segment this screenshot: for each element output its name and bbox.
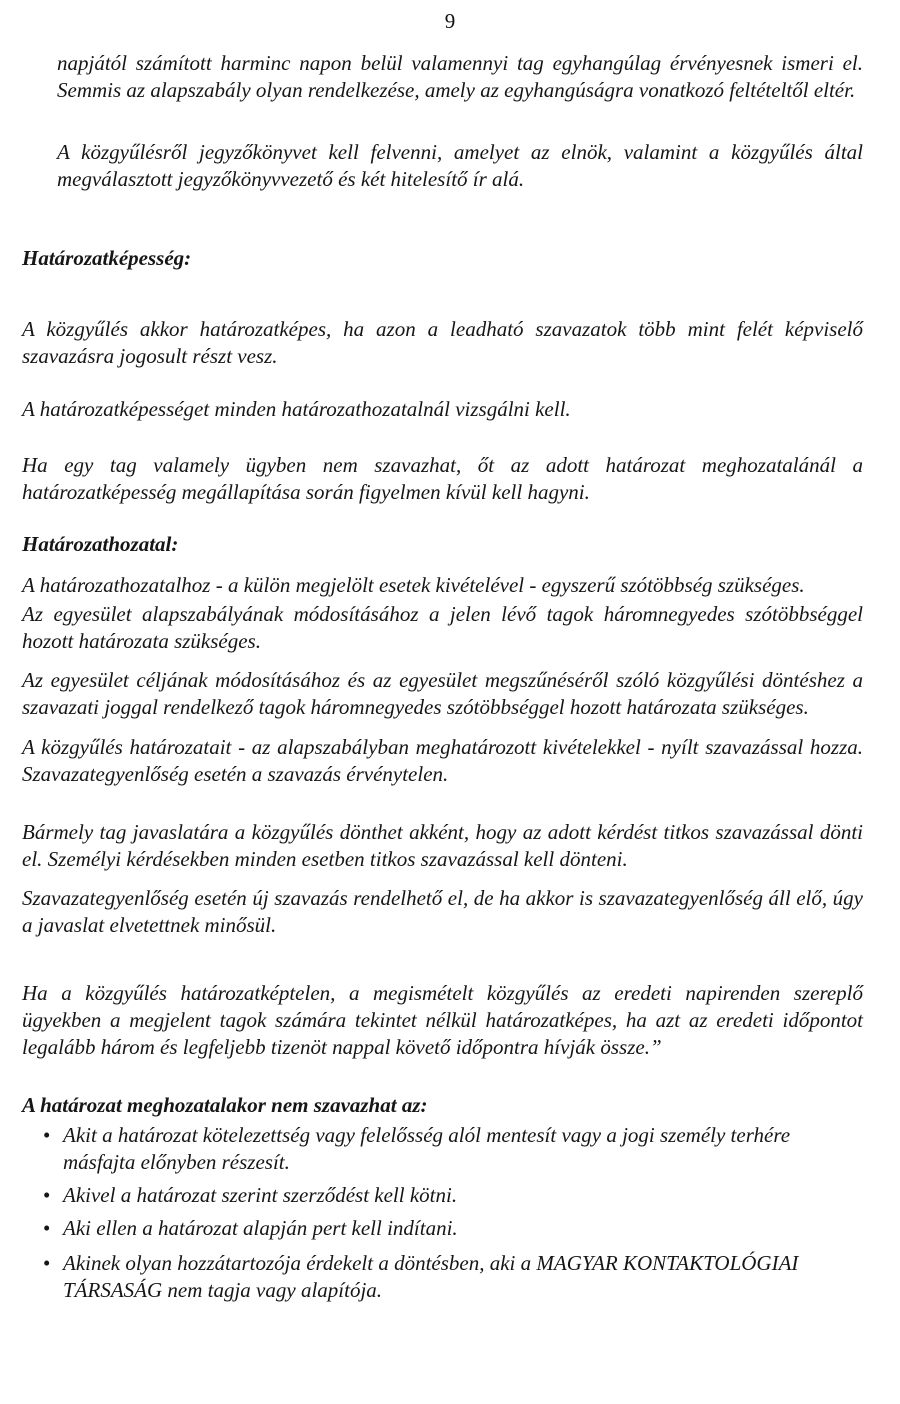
paragraph-bylaw-amendment: Az egyesület alapszabályának módosításához a jelen lévő tagok háromnegyedes szótöbbséggel hozott határozata szükséges. [22, 602, 863, 653]
no-vote-bullet-list [22, 1122, 863, 1304]
bullet-text-lawsuit: Aki ellen a határozat alapján pert kell indítani. [63, 1216, 458, 1240]
bullet-text-contract: Akivel a határozat szerint szerződést kell kötni. [63, 1183, 458, 1207]
bullet-icon: • [43, 1251, 51, 1275]
section-heading-no-vote: A határozat meghozatalakor nem szavazhat az: [22, 1093, 428, 1117]
list-item [43, 1182, 863, 1209]
bullet-icon: • [43, 1183, 51, 1207]
paragraph-secret-voting: Bármely tag javaslatára a közgyűlés dönthet akként, hogy az adott kérdést titkos szavazással dönti el. Személyi kérdésekben minden esetben titkos szavazással kell dönteni. [22, 820, 863, 871]
paragraph-open-voting: A közgyűlés határozatait - az alapszabályban meghatározott kivételekkel - nyílt szavazással hozza. Szavazategyenlőség esetén a szavazás érvénytelen. [22, 735, 863, 786]
bullet-text-exemption: Akit a határozat kötelezettség vagy felelősség alól mentesít vagy a jogi személy terhére másfajta előnyben részesít. [63, 1123, 791, 1174]
paragraph-quorum-exclusion: Ha egy tag valamely ügyben nem szavazhat, őt az adott határozat meghozatalánál a határozatképesség megállapítása során figyelmen kívül kell hagyni. [22, 453, 863, 504]
intro-continuation-block [22, 50, 863, 193]
list-item [43, 1215, 863, 1242]
section-heading-resolution: Határozathozatal: [22, 532, 179, 556]
page-number: 9 [444, 9, 456, 33]
paragraph-continuation: napjától számított harminc napon belül valamennyi tag egyhangúlag érvényesnek ismeri el. Semmis az alapszabály olyan rendelkezése, amely az egyhangúságra vonatkozó feltételtől eltér. [57, 51, 863, 102]
paragraph-repeated-assembly: Ha a közgyűlés határozatképtelen, a megismételt közgyűlés az eredeti napirenden szereplő ügyekben a megjelent tagok számára tekintet nélkül határozatképes, ha azt az eredeti időpontot legalább három és legfeljebb tizenöt nappal követő időpontra hívják össze.” [22, 981, 863, 1059]
list-item [43, 1250, 863, 1304]
document-body [22, 50, 863, 1304]
paragraph-quorum-check: A határozatképességet minden határozathozatalnál vizsgálni kell. [22, 397, 571, 421]
paragraph-tie-vote: Szavazategyenlőség esetén új szavazás rendelhető el, de ha akkor is szavazategyenlőség áll elő, úgy a javaslat elvetettnek minősül. [22, 886, 863, 937]
paragraph-purpose-amendment: Az egyesület céljának módosításához és az egyesület megszűnéséről szóló közgyűlési döntéshez a szavazati joggal rendelkező tagok háromnegyedes szótöbbséggel hozott határozata szükséges. [22, 668, 863, 719]
list-item [43, 1122, 863, 1176]
paragraph-quorum-rule: A közgyűlés akkor határozatképes, ha azon a leadható szavazatok több mint felét képviselő szavazásra jogosult részt vesz. [22, 317, 863, 368]
paragraph-simple-majority: A határozathozatalhoz - a külön megjelölt esetek kivételével - egyszerű szótöbbség szükséges. [22, 573, 805, 597]
paragraph-minutes: A közgyűlésről jegyzőkönyvet kell felvenni, amelyet az elnök, valamint a közgyűlés által megválasztott jegyzőkönyvvezető és két hitelesítő ír alá. [57, 140, 863, 191]
bullet-icon: • [43, 1216, 51, 1240]
bullet-text-relative: Akinek olyan hozzátartozója érdekelt a döntésben, aki a MAGYAR KONTAKTOLÓGIAI TÁRSASÁG nem tagja vagy alapítója. [63, 1251, 799, 1302]
section-heading-quorum: Határozatképesség: [22, 246, 192, 270]
bullet-icon: • [43, 1123, 51, 1147]
